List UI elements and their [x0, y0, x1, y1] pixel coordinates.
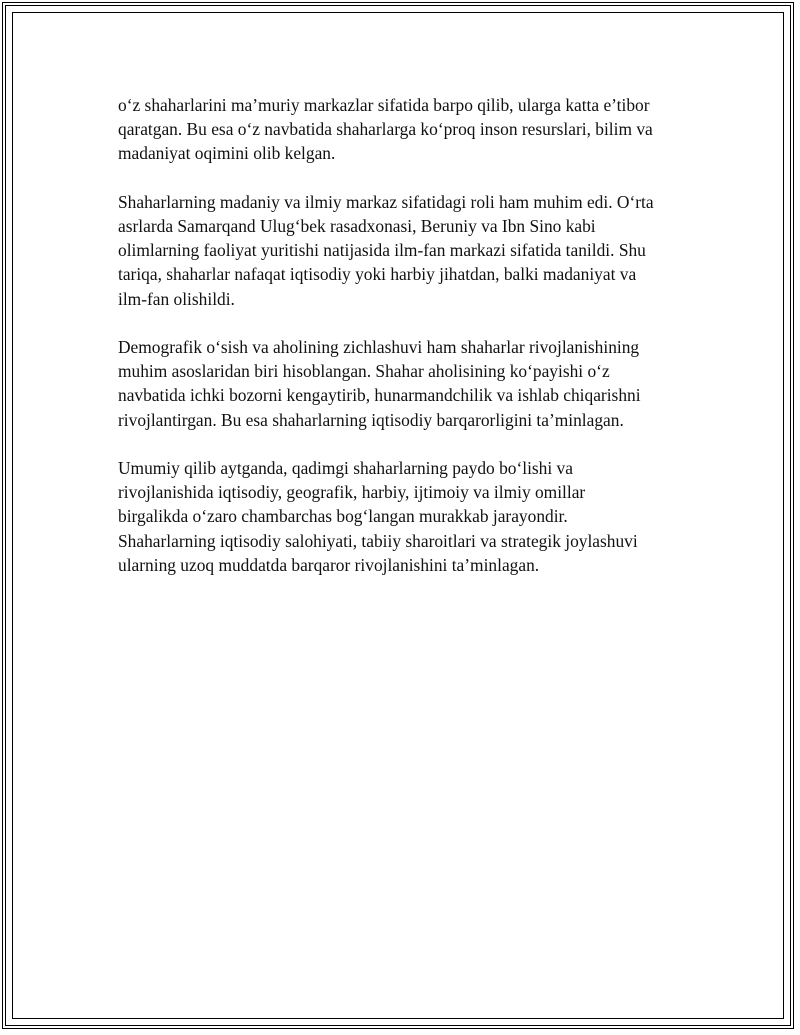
- paragraph-1: o‘z shaharlarini ma’muriy markazlar sifatida barpo qilib, ularga katta e’tibor qaratgan. Bu esa o‘z navbatida shaharlarga ko‘proq inson resurslari, bilim va madaniyat oqimini olib kelgan.: [118, 95, 653, 164]
- document-body: [118, 93, 708, 601]
- paragraph-2: Shaharlarning madaniy va ilmiy markaz sifatidagi roli ham muhim edi. O‘rta asrlarda Samarqand Ulug‘bek rasadxonasi, Beruniy va Ibn Sino kabi olimlarning faoliyat yuritishi natijasida ilm-fan markazi sifatida tanildi. Shu tariqa, shaharlar nafaqat iqtisodiy yoki harbiy jihatdan, balki madaniyat va ilm-fan olishildi.: [118, 191, 654, 309]
- paragraph-4: Umumiy qilib aytganda, qadimgi shaharlarning paydo bo‘lishi va rivojlanishida iqtisodiy, geografik, harbiy, ijtimoiy va ilmiy omillar birgalikda o‘zaro chambarchas bog‘langan murakkab jarayondir. Shaharlarning iqtisodiy salohiyati, tabiiy sharoitlari va strategik joylashuvi ularning uzoq muddatda barqaror rivojlanishini ta’minlagan.: [118, 458, 638, 575]
- paragraph-3: Demografik o‘sish va aholining zichlashuvi ham shaharlar rivojlanishining muhim asoslaridan biri hisoblangan. Shahar aholisining ko‘payishi o‘z navbatida ichki bozorni kengaytirib, hunarmandchilik va ishlab chiqarishni rivojlantirgan. Bu esa shaharlarning iqtisodiy barqarorligini ta’minlagan.: [118, 337, 641, 430]
